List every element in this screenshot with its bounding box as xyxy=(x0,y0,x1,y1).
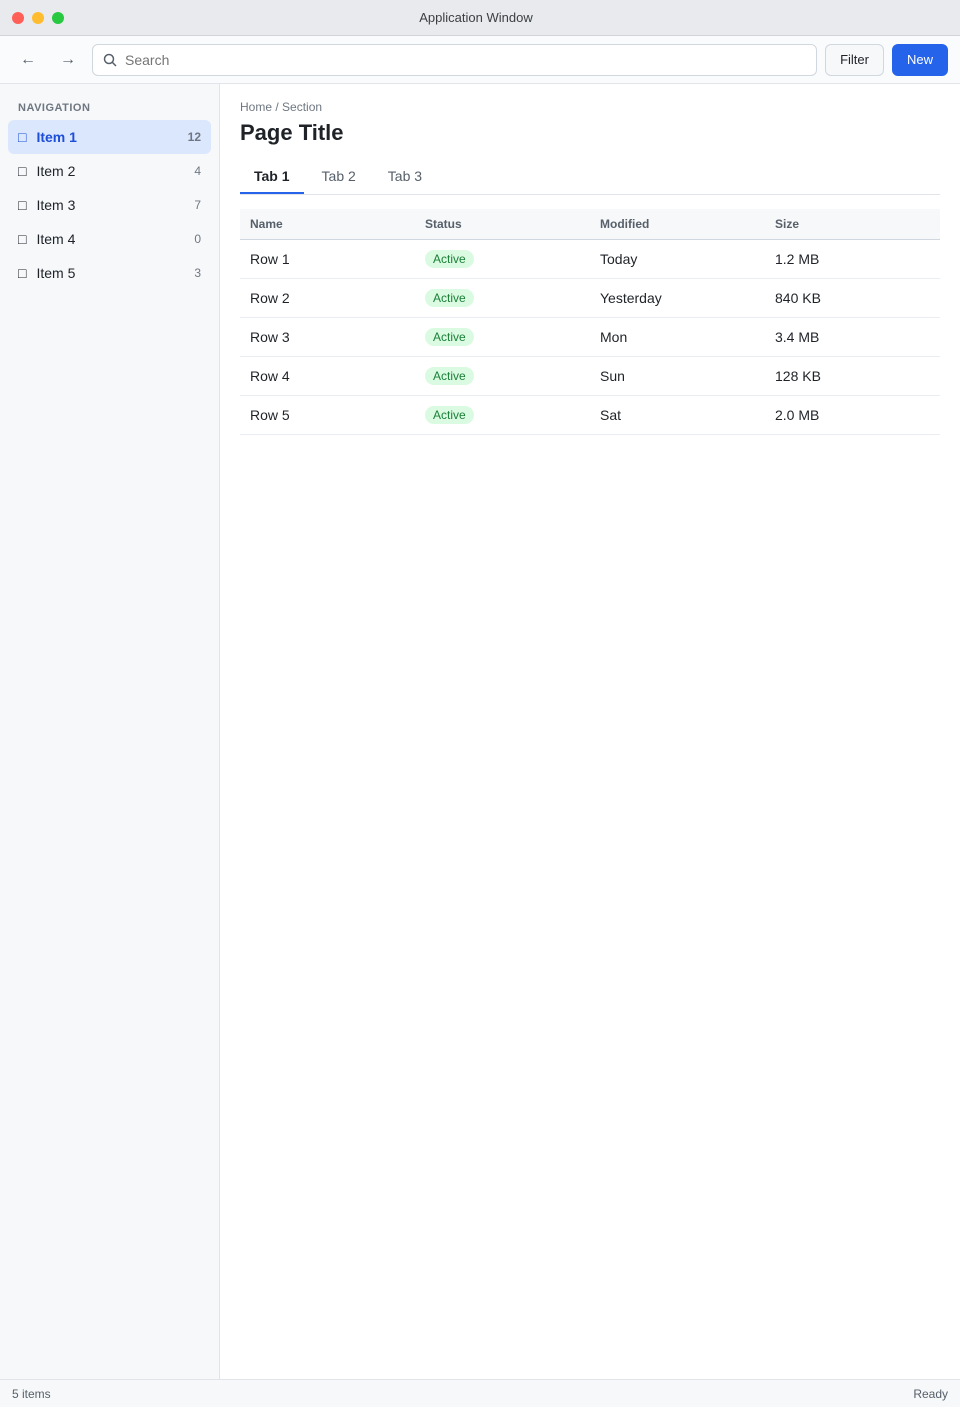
sidebar-item-1[interactable] xyxy=(8,120,211,154)
new-item-button[interactable]: New xyxy=(892,44,948,76)
maximize-window-button[interactable] xyxy=(52,12,64,24)
toolbar xyxy=(0,36,960,84)
table-header-row xyxy=(240,209,940,240)
search-box xyxy=(92,44,817,76)
sidebar xyxy=(0,84,220,1379)
status-badge: Active xyxy=(425,367,474,385)
sidebar-item-2[interactable] xyxy=(8,154,211,188)
sidebar-item-3[interactable] xyxy=(8,188,211,222)
column-header[interactable]: Status xyxy=(415,209,590,240)
search-input[interactable] xyxy=(125,52,806,68)
table-cell xyxy=(415,240,590,279)
folder-icon: □ xyxy=(18,265,27,281)
tab-bar xyxy=(240,160,940,195)
sidebar-item-label: Item 5 xyxy=(36,265,76,281)
status-right: Ready xyxy=(913,1386,948,1401)
table-cell: Row 2 xyxy=(240,279,415,318)
sidebar-item-count: 12 xyxy=(187,130,201,144)
table-cell xyxy=(415,318,590,357)
arrow-left-icon[interactable]: ← xyxy=(20,50,36,68)
body xyxy=(0,84,960,1379)
status-badge: Active xyxy=(425,289,474,307)
table-cell xyxy=(415,396,590,435)
sidebar-item-count: 7 xyxy=(194,198,201,212)
tab-2[interactable]: Tab 2 xyxy=(321,168,356,184)
filter-button[interactable]: Filter xyxy=(825,44,884,76)
table-cell xyxy=(415,357,590,396)
status-bar xyxy=(0,1379,960,1407)
table-cell: Sun xyxy=(590,357,765,396)
sidebar-item-count: 0 xyxy=(194,232,201,246)
sidebar-item-4[interactable] xyxy=(8,222,211,256)
sidebar-item-count: 4 xyxy=(194,164,201,178)
table-row[interactable] xyxy=(240,318,940,357)
table-cell: Sat xyxy=(590,396,765,435)
breadcrumb[interactable]: Home / Section xyxy=(240,100,323,114)
folder-icon: □ xyxy=(18,197,27,213)
table-row[interactable] xyxy=(240,396,940,435)
page-title: Page Title xyxy=(240,120,344,145)
folder-icon: □ xyxy=(18,129,27,145)
column-header[interactable]: Size xyxy=(765,209,940,240)
status-badge: Active xyxy=(425,406,474,424)
table-cell: Row 5 xyxy=(240,396,415,435)
sidebar-item-label: Item 1 xyxy=(36,129,77,145)
table-cell: 128 KB xyxy=(765,357,940,396)
minimize-window-button[interactable] xyxy=(32,12,44,24)
table-cell: Row 1 xyxy=(240,240,415,279)
table-row[interactable] xyxy=(240,279,940,318)
status-badge: Active xyxy=(425,328,474,346)
sidebar-item-count: 3 xyxy=(194,266,201,280)
sidebar-item-label: Item 4 xyxy=(36,231,76,247)
table-cell: 1.2 MB xyxy=(765,240,940,279)
search-icon xyxy=(103,53,117,67)
sidebar-item-5[interactable] xyxy=(8,256,211,290)
sidebar-item-label: Item 2 xyxy=(36,163,76,179)
status-badge: Active xyxy=(425,250,474,268)
table-cell xyxy=(415,279,590,318)
arrow-right-icon[interactable]: → xyxy=(60,50,76,68)
tab-1[interactable]: Tab 1 xyxy=(240,160,304,194)
table-row[interactable] xyxy=(240,357,940,396)
window-title: Application Window xyxy=(419,10,533,25)
column-header[interactable]: Modified xyxy=(590,209,765,240)
table-cell: 3.4 MB xyxy=(765,318,940,357)
folder-icon: □ xyxy=(18,231,27,247)
table-cell: Row 3 xyxy=(240,318,415,357)
main-content xyxy=(220,84,960,1379)
table-cell: Today xyxy=(590,240,765,279)
sidebar-item-label: Item 3 xyxy=(36,197,76,213)
sidebar-heading: NAVIGATION xyxy=(18,102,91,114)
tab-3[interactable]: Tab 3 xyxy=(387,168,423,184)
close-window-button[interactable] xyxy=(12,12,24,24)
title-bar xyxy=(0,0,960,36)
table-cell: Yesterday xyxy=(590,279,765,318)
table-cell: 2.0 MB xyxy=(765,396,940,435)
column-header[interactable]: Name xyxy=(240,209,415,240)
table-cell: 840 KB xyxy=(765,279,940,318)
window-controls xyxy=(12,12,64,24)
table-row[interactable] xyxy=(240,240,940,279)
table-cell: Row 4 xyxy=(240,357,415,396)
status-left: 5 items xyxy=(12,1386,51,1401)
data-table xyxy=(240,209,940,435)
folder-icon: □ xyxy=(18,163,27,179)
table-cell: Mon xyxy=(590,318,765,357)
